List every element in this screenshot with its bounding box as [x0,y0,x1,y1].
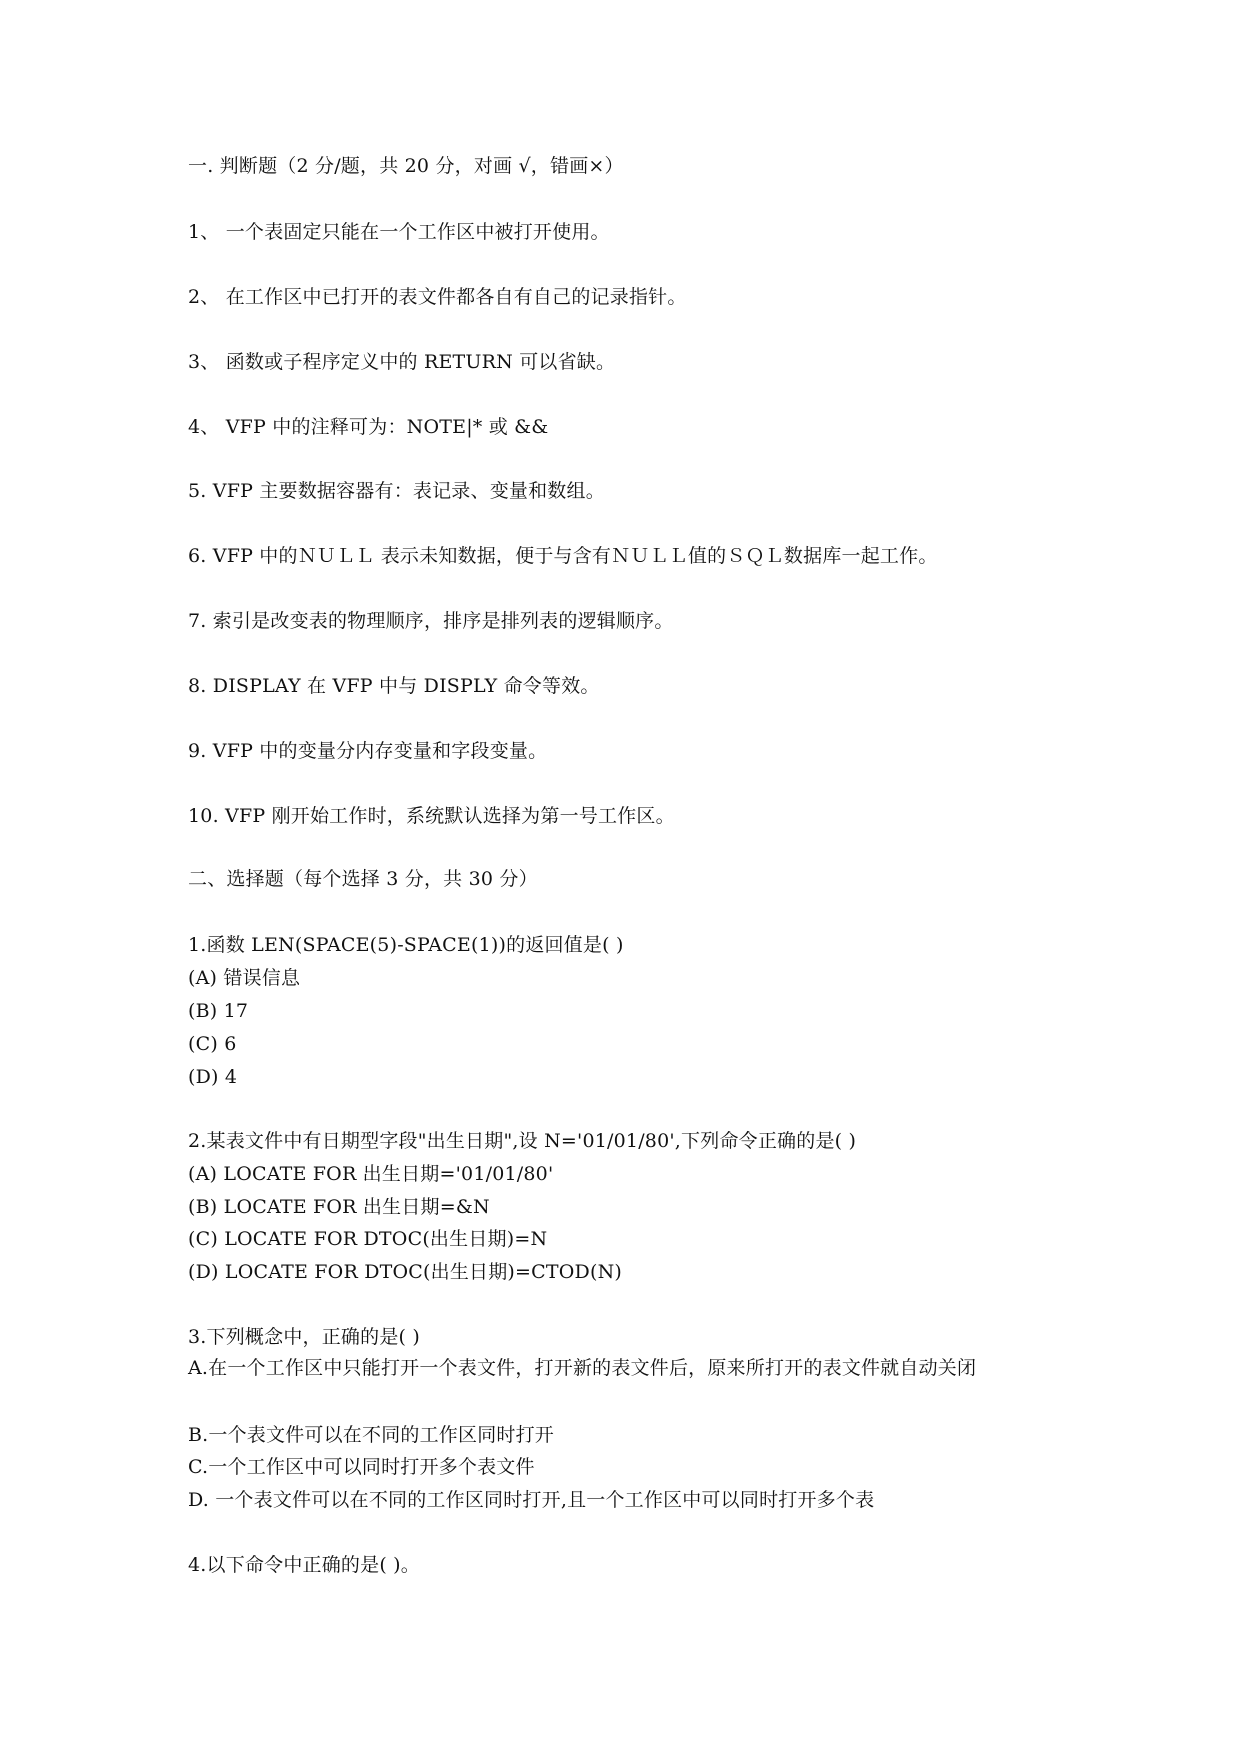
question-1-option-b: (B) 17 [188,1000,249,1022]
judgment-item-3: 3、 函数或子程序定义中的 RETURN 可以省缺。 [188,351,616,373]
question-3-option-c: C.一个工作区中可以同时打开多个表文件 [188,1456,535,1478]
question-1-option-a: (A) 错误信息 [188,967,301,989]
question-3-option-a: A.在一个工作区中只能打开一个表文件，打开新的表文件后，原来所打开的表文件就自动关闭 [188,1357,977,1379]
judgment-item-2: 2、 在工作区中已打开的表文件都各自有自己的记录指针。 [188,286,687,308]
question-2-option-a: (A) LOCATE FOR 出生日期='01/01/80' [188,1163,554,1185]
judgment-item-7: 7. 索引是改变表的物理顺序，排序是排列表的逻辑顺序。 [188,610,674,632]
judgment-item-4: 4、 VFP 中的注释可为：NOTE|* 或 && [188,416,549,438]
judgment-item-10: 10. VFP 刚开始工作时，系统默认选择为第一号工作区。 [188,805,675,827]
question-3-option-b: B.一个表文件可以在不同的工作区同时打开 [188,1424,555,1446]
judgment-item-5: 5. VFP 主要数据容器有：表记录、变量和数组。 [188,480,605,502]
judgment-item-1: 1、 一个表固定只能在一个工作区中被打开使用。 [188,221,610,243]
question-2-stem: 2.某表文件中有日期型字段"出生日期",设 N='01/01/80',下列命令正确的是( ) [188,1130,857,1152]
question-2-option-c: (C) LOCATE FOR DTOC(出生日期)=N [188,1228,548,1250]
section-1-heading: 一. 判断题（2 分/题，共 20 分，对画 √，错画×） [188,155,624,177]
judgment-item-9: 9. VFP 中的变量分内存变量和字段变量。 [188,740,548,762]
question-2-option-d: (D) LOCATE FOR DTOC(出生日期)=CTOD(N) [188,1261,623,1283]
question-3-stem: 3.下列概念中，正确的是( ) [188,1326,420,1348]
question-2-option-b: (B) LOCATE FOR 出生日期=&N [188,1196,490,1218]
question-1-stem: 1.函数 LEN(SPACE(5)-SPACE(1))的返回值是( ) [188,934,624,956]
question-1-option-d: (D) 4 [188,1066,238,1088]
question-4-stem: 4.以下命令中正确的是( )。 [188,1554,420,1576]
question-3-option-d: D. 一个表文件可以在不同的工作区同时打开,且一个工作区中可以同时打开多个表 [188,1489,875,1511]
question-1-option-c: (C) 6 [188,1033,237,1055]
section-2-heading: 二、选择题（每个选择 3 分，共 30 分） [188,868,538,890]
judgment-item-6: 6. VFP 中的ＮＵＬＬ 表示未知数据，便于与含有ＮＵＬＬ值的ＳＱＬ数据库一起工作。 [188,545,938,567]
judgment-item-8: 8. DISPLAY 在 VFP 中与 DISPLY 命令等效。 [188,675,600,697]
